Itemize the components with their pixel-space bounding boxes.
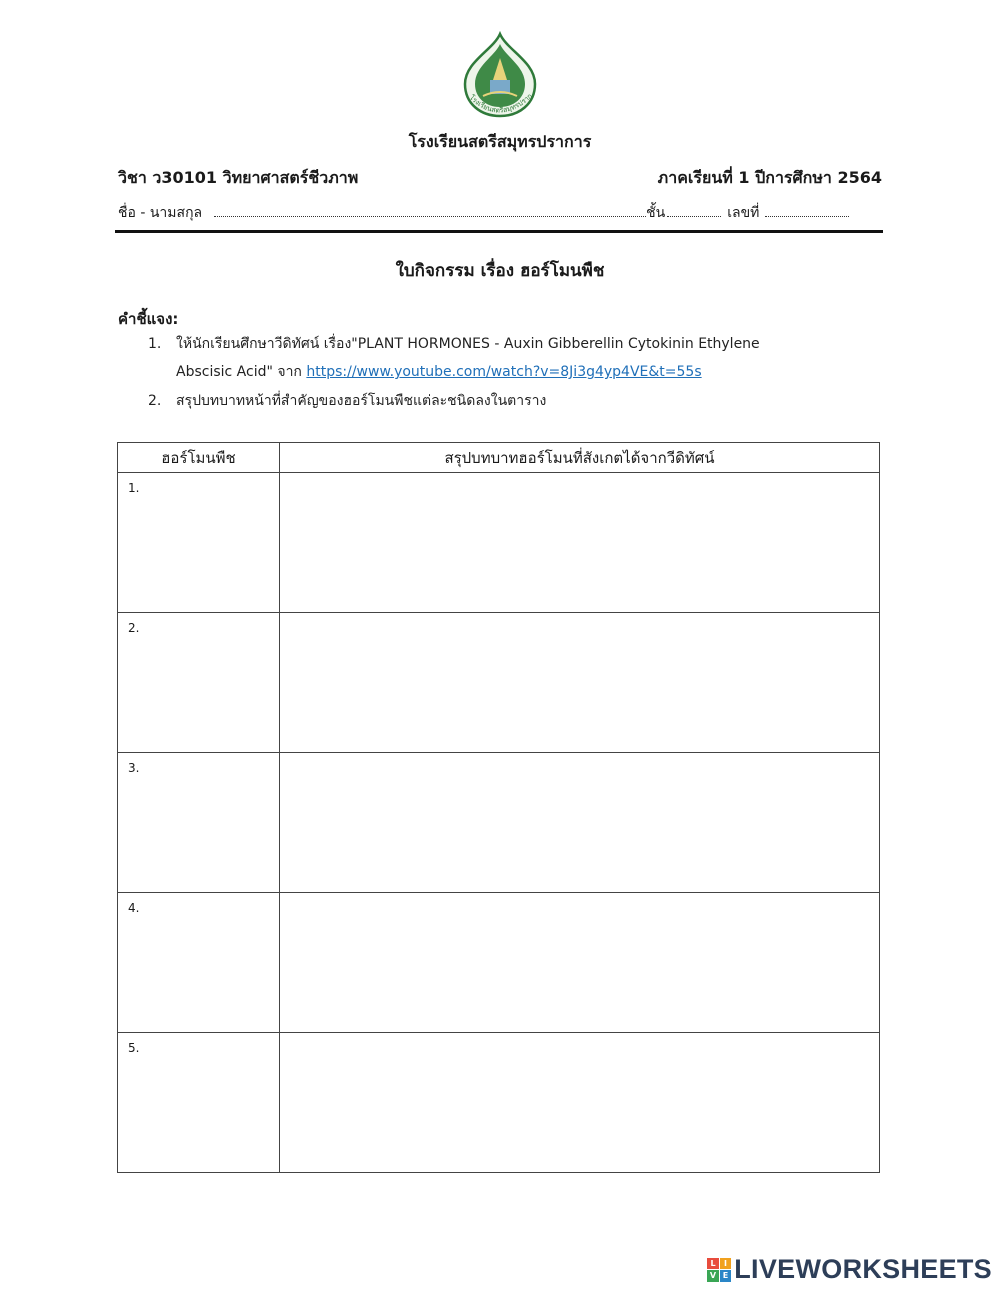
summary-cell[interactable] <box>280 1033 880 1173</box>
name-label: ชื่อ - นามสกุล <box>118 205 203 221</box>
instruction-1-number: 1. <box>148 336 162 352</box>
instruction-1-continued: Abscisic Acid" จาก <box>176 364 302 380</box>
school-name: โรงเรียนสตรีสมุทรปราการ <box>408 132 592 151</box>
summary-cell[interactable] <box>280 893 880 1033</box>
instruction-1-text: ให้นักเรียนศึกษาวีดิทัศน์ เรื่อง"PLANT HORMONES - Auxin Gibberellin Cytokinin Ethylene <box>176 336 760 352</box>
class-label: ชั้น <box>646 205 666 221</box>
col-summary-header: สรุปบทบาทฮอร์โมนที่สังเกตได้จากวีดิทัศน์ <box>280 443 880 473</box>
hormone-cell[interactable]: 5. <box>118 1033 280 1173</box>
worksheet-title: ใบกิจกรรม เรื่อง ฮอร์โมนพืช <box>395 261 605 281</box>
liveworksheets-brand[interactable] <box>707 1254 992 1285</box>
number-blank[interactable] <box>765 205 849 217</box>
table-header-row <box>118 443 880 473</box>
class-blank[interactable] <box>667 205 721 217</box>
summary-cell[interactable] <box>280 473 880 613</box>
instruction-2-text: สรุปบทบาทหน้าที่สำคัญของฮอร์โมนพืชแต่ละชนิดลงในตาราง <box>176 393 547 409</box>
hormone-cell[interactable]: 1. <box>118 473 280 613</box>
instruction-2-number: 2. <box>148 393 162 409</box>
hormone-cell[interactable]: 3. <box>118 753 280 893</box>
instruction-item-1 <box>148 330 760 386</box>
hormone-cell[interactable]: 2. <box>118 613 280 753</box>
semester-label: ภาคเรียนที่ 1 ปีการศึกษา 2564 <box>657 168 882 187</box>
table-row <box>118 753 880 893</box>
table-row <box>118 613 880 753</box>
brand-name: LIVEWORKSHEETS <box>734 1254 992 1284</box>
subject-row <box>118 166 882 191</box>
instructions-heading: คำชี้แจง: <box>118 310 179 328</box>
school-seal-logo <box>455 30 545 122</box>
hormone-table <box>117 442 880 1173</box>
summary-cell[interactable] <box>280 613 880 753</box>
table-row <box>118 1033 880 1173</box>
table-row <box>118 893 880 1033</box>
number-label: เลขที่ <box>727 205 760 221</box>
col-hormone-header: ฮอร์โมนพืช <box>118 443 280 473</box>
subject-label: วิชา ว30101 วิทยาศาสตร์ชีวภาพ <box>118 168 359 187</box>
video-link[interactable]: https://www.youtube.com/watch?v=8Ji3g4yp4VE&t=55s <box>306 364 702 380</box>
hormone-cell[interactable]: 4. <box>118 893 280 1033</box>
instruction-item-2 <box>148 387 546 415</box>
summary-cell[interactable] <box>280 753 880 893</box>
header-divider <box>115 230 883 233</box>
name-blank[interactable] <box>214 205 646 217</box>
seal-caption: โรงเรียนสตรีสมุทรปราก <box>467 92 534 115</box>
liveworksheets-logo-icon: L I V E <box>707 1258 731 1282</box>
student-info-row <box>118 202 882 224</box>
table-row <box>118 473 880 613</box>
